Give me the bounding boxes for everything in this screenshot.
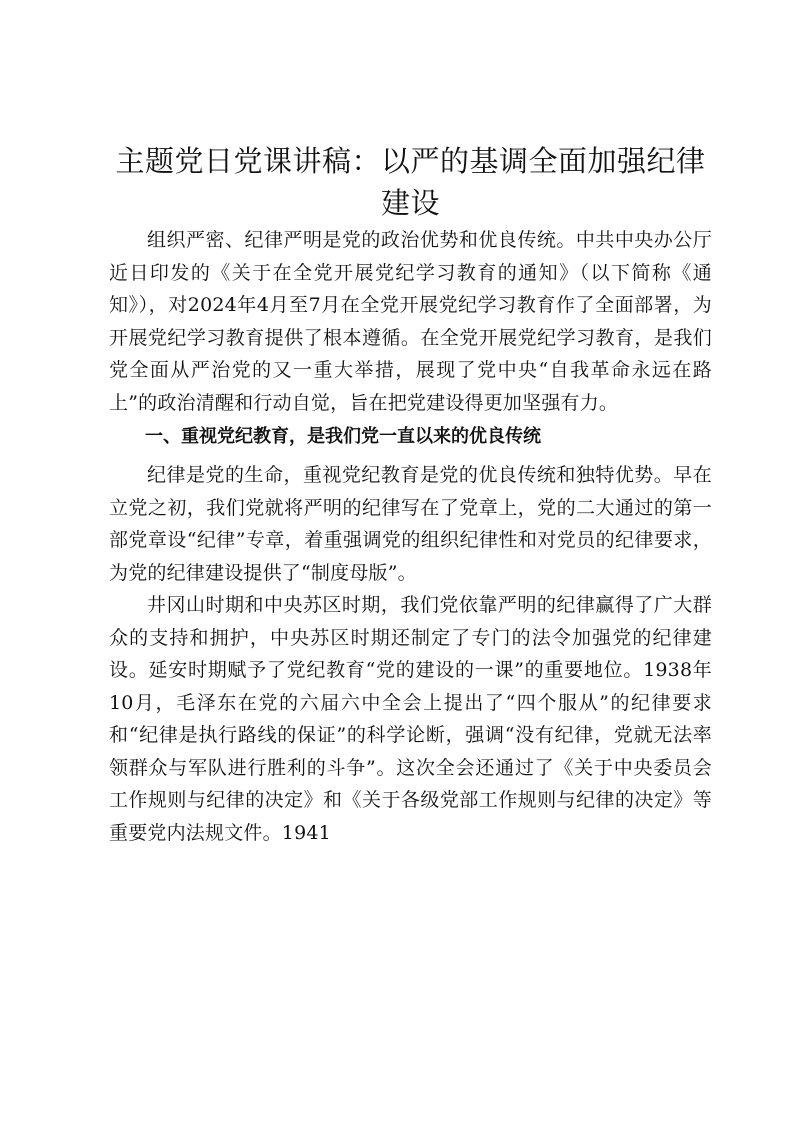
section-paragraph-1: 纪律是党的生命，重视党纪教育是党的优良传统和独特优势。早在立党之初，我们党就将严明的纪律写在了党章上，党的二大通过的第一部党章设“纪律”专章，着重强调党的组织纪律性和对党员的纪律要求，为党的纪律建设提供了“制度母版”。 — [109, 464, 712, 584]
section-paragraph-2: 井冈山时期和中央苏区时期，我们党依靠严明的纪律赢得了广大群众的支持和拥护，中央苏区时期还制定了专门的法令加强党的纪律建设。延安时期赋予了党纪教育“党的建设的一课”的重要地位。1938年10月，毛泽东在党的六届六中全会上提出了“四个服从”的纪律要求和“纪律是执行路线的保证”的科学论断，强调“没有纪律，党就无法率领群众与军队进行胜利的斗争”。这次全会还通过了《关于中央委员会工作规则与纪律的决定》和《关于各级党部工作规则与纪律的决定》等重要党内法规文件。1941 — [109, 594, 712, 844]
section-heading: 一、重视党纪教育，是我们党一直以来的优良传统 — [145, 426, 541, 447]
document-title: 主题党日党课讲稿：以严的基调全面加强纪律建设 — [115, 144, 706, 220]
intro-paragraph: 组织严密、纪律严明是党的政治优势和优良传统。中共中央办公厅近日印发的《关于在全党开展党纪学习教育的通知》（以下简称《通知》），对2024年4月至7月在全党开展党纪学习教育作了全面部署，为开展党纪学习教育提供了根本遵循。在全党开展党纪学习教育，是我们党全面从严治党的又一重大举措，展现了党中央“自我革命永远在路上”的政治清醒和行动自觉，旨在把党建设得更加坚强有力。 — [109, 229, 712, 414]
document-page — [109, 140, 712, 849]
